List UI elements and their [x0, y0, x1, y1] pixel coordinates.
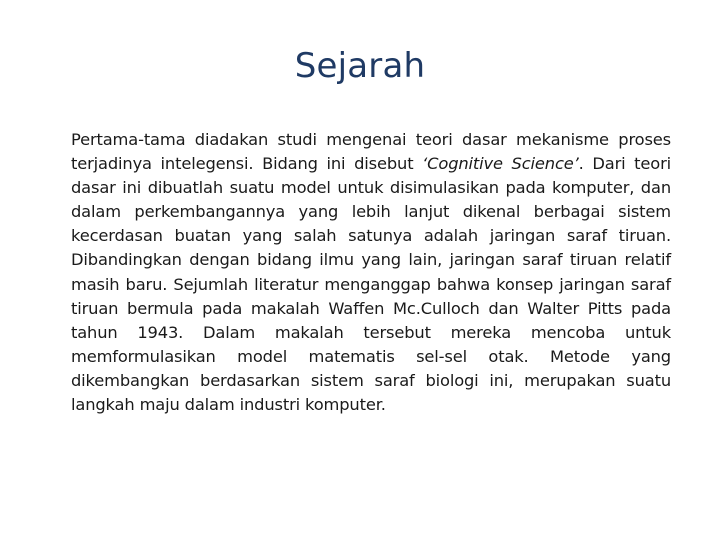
paragraph-text-start: Pertama-tama diadakan studi mengenai teori dasar mekanisme proses terjadinya intelegensi. Bidang ini disebut	[71, 130, 671, 174]
slide-title: Sejarah	[294, 46, 426, 86]
paragraph-italic-term: ‘Cognitive Science’	[422, 154, 579, 174]
body-paragraph	[71, 128, 671, 417]
paragraph-text-end: . Dari teori dasar ini dibuatlah suatu model untuk disimulasikan pada komputer, dan dalam perkembangannya yang lebih lanjut dikenal berbagai sistem kecerdasan buatan yang salah satunya adalah jaringan saraf tiruan. Dibandingkan dengan bidang ilmu yang lain, jaringan saraf tiruan relatif masih baru. Sejumlah literatur menganggap bahwa konsep jaringan saraf tiruan bermula pada makalah Waffen Mc.Culloch dan Walter Pitts pada tahun 1943. Dalam makalah tersebut mereka mencoba untuk memformulasikan model matematis sel-sel otak. Metode yang dikembangkan berdasarkan sistem saraf biologi ini, merupakan suatu langkah maju dalam industri komputer.	[71, 154, 671, 415]
